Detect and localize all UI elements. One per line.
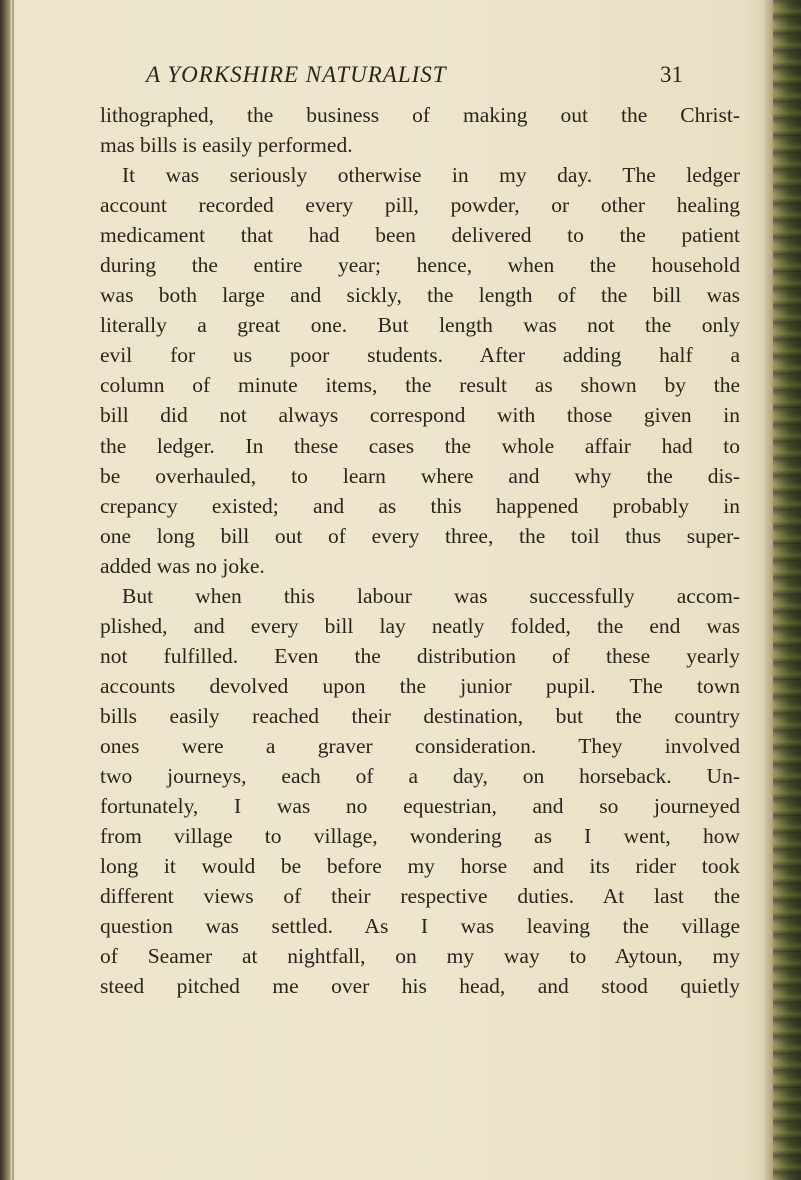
- text-line: added was no joke.: [100, 553, 265, 578]
- page-number: 31: [660, 62, 683, 87]
- text-line: medicament that had been delivered to the patient: [100, 223, 740, 248]
- spine-shadow-line: [12, 0, 14, 1180]
- text-line: column of minute items, the result as shown by the: [100, 373, 740, 398]
- running-head-title: A YORKSHIRE NATURALIST: [146, 62, 447, 87]
- text-line: long it would be before my horse and its rider took: [100, 854, 740, 879]
- text-line: crepancy existed; and as this happened probably in: [100, 493, 740, 518]
- book-spine-edge: [0, 0, 12, 1180]
- page-edge-shadow: [763, 0, 773, 1180]
- text-line: from village to village, wondering as I went, how: [100, 824, 740, 849]
- text-line: mas bills is easily performed.: [100, 133, 353, 158]
- text-line: account recorded every pill, powder, or other healing: [100, 193, 740, 218]
- text-line: be overhauled, to learn where and why the dis-: [100, 463, 740, 488]
- text-line: during the entire year; hence, when the household: [100, 253, 740, 278]
- text-line: was both large and sickly, the length of the bill was: [100, 283, 740, 308]
- text-line: steed pitched me over his head, and stood quietly: [100, 974, 740, 999]
- text-line: the ledger. In these cases the whole affair had to: [100, 433, 740, 458]
- page-stack-edge: [773, 0, 801, 1180]
- text-line: fortunately, I was no equestrian, and so journeyed: [100, 794, 740, 819]
- text-line: of Seamer at nightfall, on my way to Aytoun, my: [100, 944, 740, 969]
- text-line: two journeys, each of a day, on horseback. Un-: [100, 764, 740, 789]
- text-line: evil for us poor students. After adding half a: [100, 343, 740, 368]
- text-line: one long bill out of every three, the toil thus super-: [100, 523, 740, 548]
- text-line: lithographed, the business of making out the Christ-: [100, 103, 740, 127]
- text-line: not fulfilled. Even the distribution of these yearly: [100, 643, 740, 668]
- text-line: It was seriously otherwise in my day. The ledger: [122, 163, 740, 188]
- text-line: bill did not always correspond with those given in: [100, 403, 740, 428]
- text-line: question was settled. As I was leaving the village: [100, 914, 740, 939]
- text-line: different views of their respective duties. At last the: [100, 884, 740, 909]
- text-line: literally a great one. But length was not the only: [100, 313, 740, 338]
- text-line: But when this labour was successfully accom-: [122, 583, 740, 608]
- running-head: [0, 62, 801, 92]
- body-text: [100, 100, 740, 1001]
- text-line: plished, and every bill lay neatly folded, the end was: [100, 613, 740, 638]
- text-line: bills easily reached their destination, but the country: [100, 703, 740, 728]
- text-line: accounts devolved upon the junior pupil. The town: [100, 673, 740, 698]
- text-line: ones were a graver consideration. They involved: [100, 733, 740, 758]
